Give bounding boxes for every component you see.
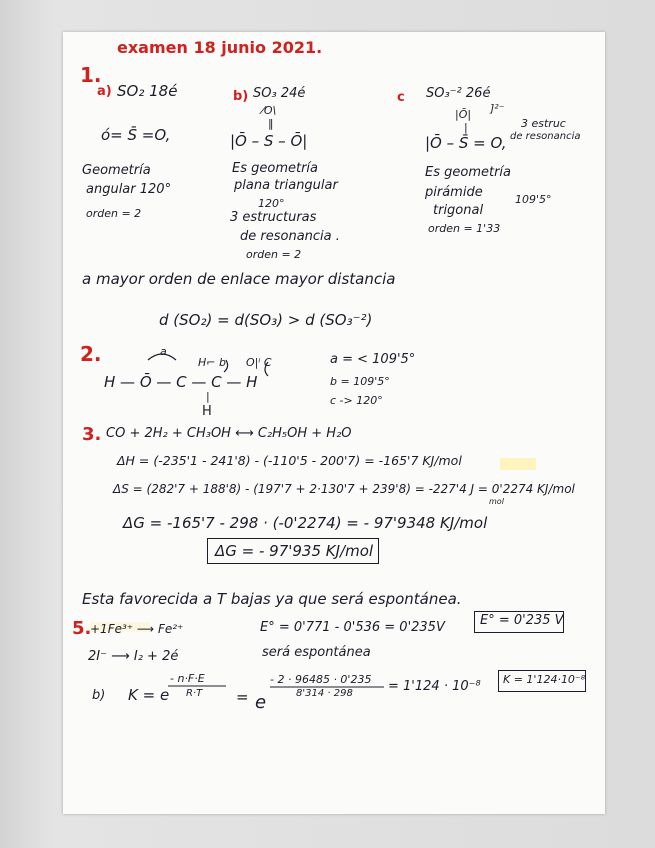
q3-number: 3. bbox=[82, 424, 102, 445]
q1-c-charge-bracket: ]²⁻ bbox=[490, 102, 505, 115]
q5-number: 5. bbox=[72, 618, 92, 639]
q1-c-geometry-line2: pirámide bbox=[425, 185, 483, 200]
q2-number: 2. bbox=[80, 342, 102, 366]
q1-a-lewis: ó= S̄ =O, bbox=[101, 126, 171, 144]
q5-half-reaction-2: 2I⁻ ⟶ I₂ + 2é bbox=[88, 649, 179, 664]
q2-angle-c: c -> 120° bbox=[330, 394, 383, 407]
q2-bottom-hydrogen: H bbox=[202, 404, 212, 419]
q5-b-label: b) bbox=[92, 688, 106, 703]
q1-b-top-oxygen: ⁄O\ bbox=[262, 104, 277, 117]
q1-c-order: orden = 1'33 bbox=[428, 222, 501, 235]
q5-spontaneous: será espontánea bbox=[262, 645, 371, 660]
q3-enthalpy: ΔH = (-235'1 - 241'8) - (-110'5 - 200'7) = -165'7 KJ/mol bbox=[117, 453, 462, 468]
q5-e-base: e bbox=[255, 692, 267, 713]
q1-c-resonance-line2: de resonancia bbox=[510, 131, 581, 142]
q3-gibbs: ΔG = -165'7 - 298 · (-0'2274) = - 97'9348 KJ/mol bbox=[123, 514, 488, 532]
q1-c-geometry-line1: Es geometría bbox=[425, 165, 512, 180]
q5-potential-result: E° = 0'235 V bbox=[480, 613, 564, 628]
q2-label-a: a bbox=[160, 345, 167, 358]
q5-equals: = bbox=[236, 688, 249, 706]
q5-k-result: K = 1'124·10⁻⁸ bbox=[503, 673, 586, 686]
q2-angle-a: a = < 109'5° bbox=[330, 352, 416, 367]
q3-entropy: ΔS = (282'7 + 188'8) - (197'7 + 2·130'7 + 239'8) = -227'4 J = 0'2274 KJ/mol bbox=[113, 482, 575, 496]
q3-conclusion: Esta favorecida a T bajas ya que será espontánea. bbox=[82, 590, 462, 608]
q1-c-resonance-line1: 3 estruc bbox=[521, 117, 566, 130]
q1-a-formula: SO₂ 18é bbox=[117, 82, 178, 100]
q5-standard-potential: E° = 0'771 - 0'536 = 0'235V bbox=[260, 620, 445, 635]
q1-b-label: b) bbox=[233, 89, 249, 104]
q1-b-formula: SO₃ 24é bbox=[253, 86, 306, 101]
q1-b-order: orden = 2 bbox=[246, 248, 302, 261]
q5-k-lhs: K = e bbox=[128, 686, 170, 704]
q1-c-angle: 109'5° bbox=[515, 193, 552, 206]
q2-molecule: H — Ō — C — C — H bbox=[104, 373, 258, 391]
q1-b-double-bond: ‖ bbox=[268, 117, 274, 130]
q1-a-order: orden = 2 bbox=[86, 207, 142, 220]
q1-b-geometry-line1: Es geometría bbox=[232, 161, 319, 176]
q5-exponent-2-denominator: 8'314 · 298 bbox=[296, 688, 353, 699]
q5-exponent-1-denominator: R·T bbox=[186, 688, 203, 699]
q1-b-geometry-line2: plana triangular bbox=[234, 178, 338, 193]
q1-b-resonance-line2: de resonancia . bbox=[240, 229, 340, 244]
q5-exponent-2-numerator: - 2 · 96485 · 0'235 bbox=[270, 673, 372, 686]
q1-c-geometry-line3: trigonal bbox=[433, 203, 484, 218]
q1-b-lewis: |Ō – S – Ō| bbox=[230, 132, 308, 150]
q1-c-lewis: |Ō – S̄ = O, bbox=[425, 134, 507, 152]
q1-number: 1. bbox=[80, 63, 102, 87]
q3-reaction: CO + 2H₂ + CH₃OH ⟷ C₂H₅OH + H₂O bbox=[106, 426, 352, 441]
q2-label-c: O|ⁱ C bbox=[246, 356, 272, 369]
q1-b-angle: 120° bbox=[258, 197, 285, 210]
q1-a-geometry-line1: Geometría bbox=[82, 163, 151, 178]
q5-k-value: = 1'124 · 10⁻⁸ bbox=[388, 679, 481, 694]
q5-half-reaction-1: +1Fe³⁺ ⟶ Fe²⁺ bbox=[90, 622, 184, 636]
q1-c-top-oxygen: |Ō| bbox=[455, 108, 472, 121]
q2-angle-b: b = 109'5° bbox=[330, 375, 390, 388]
exam-title: examen 18 junio 2021. bbox=[117, 38, 323, 57]
q1-c-label: c bbox=[397, 90, 405, 105]
q1-bond-order-rule: a mayor orden de enlace mayor distancia bbox=[82, 270, 396, 288]
q2-vertical-bond: | bbox=[206, 390, 210, 403]
q5-exponent-1-numerator: - n·F·E bbox=[170, 672, 205, 685]
q1-c-single-bond: | bbox=[464, 121, 468, 134]
q1-a-geometry-line2: angular 120° bbox=[86, 182, 172, 197]
q1-c-formula: SO₃⁻² 26é bbox=[426, 86, 491, 101]
q1-a-label: a) bbox=[97, 84, 112, 99]
q3-entropy-unit-mol: mol bbox=[489, 497, 504, 506]
q2-label-b: H⌐ b bbox=[198, 356, 226, 369]
q1-distance-comparison: d (SO₂) = d(SO₃) > d (SO₃⁻²) bbox=[159, 311, 373, 329]
q3-gibbs-result: ΔG = - 97'935 KJ/mol bbox=[215, 542, 374, 560]
q1-b-resonance-line1: 3 estructuras bbox=[230, 210, 317, 225]
